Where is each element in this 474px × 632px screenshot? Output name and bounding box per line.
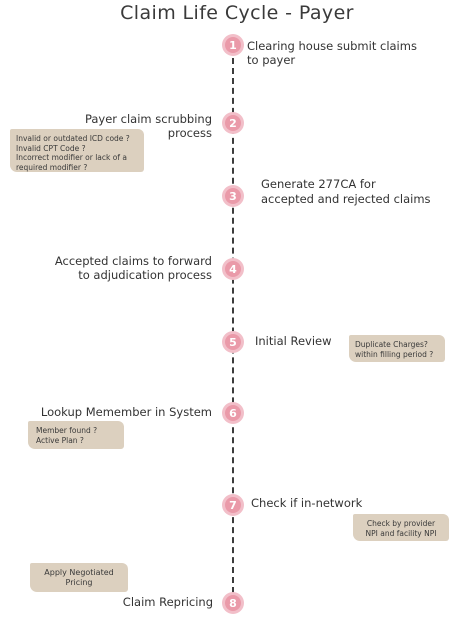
step-7-node [222, 494, 244, 516]
step-2-node [222, 112, 244, 134]
step-8-node [222, 592, 244, 614]
step-2-number: 2 [225, 115, 241, 131]
step-2-label: Payer claim scrubbing process [84, 112, 212, 140]
step-4-label: Accepted claims to forward to adjudication process [54, 254, 212, 282]
step-4-node [222, 258, 244, 280]
step-3-label: Generate 277CA for accepted and rejected claims [261, 177, 431, 206]
step-4-number: 4 [225, 261, 241, 277]
step-1-label: Clearing house submit claims to payer [247, 39, 417, 67]
member-checks-note: Member found ? Active Plan ? [28, 421, 124, 449]
step-7-label: Check if in-network [251, 496, 363, 510]
network-check-note: Check by provider NPI and facility NPI [353, 514, 449, 541]
diagram-title: Claim Life Cycle - Payer [120, 2, 354, 24]
step-6-label: Lookup Memember in System [40, 405, 212, 419]
scrubbing-checks-note: Invalid or outdated ICD code ? Invalid CPT Code ? Incorrect modifier or lack of a required modifier ? [10, 129, 144, 172]
review-checks-note: Duplicate Charges? within filling period ? [349, 335, 445, 362]
step-3-node [222, 185, 244, 207]
step-1-node [222, 34, 244, 56]
step-6-number: 6 [225, 405, 241, 421]
step-8-number: 8 [225, 595, 241, 611]
step-6-node [222, 402, 244, 424]
step-8-label: Claim Repricing [122, 595, 213, 609]
step-3-number: 3 [225, 188, 241, 204]
step-5-number: 5 [225, 334, 241, 350]
step-1-number: 1 [225, 37, 241, 53]
step-5-label: Initial Review [255, 334, 332, 348]
repricing-note: Apply Negotiated Pricing [30, 563, 128, 592]
step-7-number: 7 [225, 497, 241, 513]
step-5-node [222, 331, 244, 353]
